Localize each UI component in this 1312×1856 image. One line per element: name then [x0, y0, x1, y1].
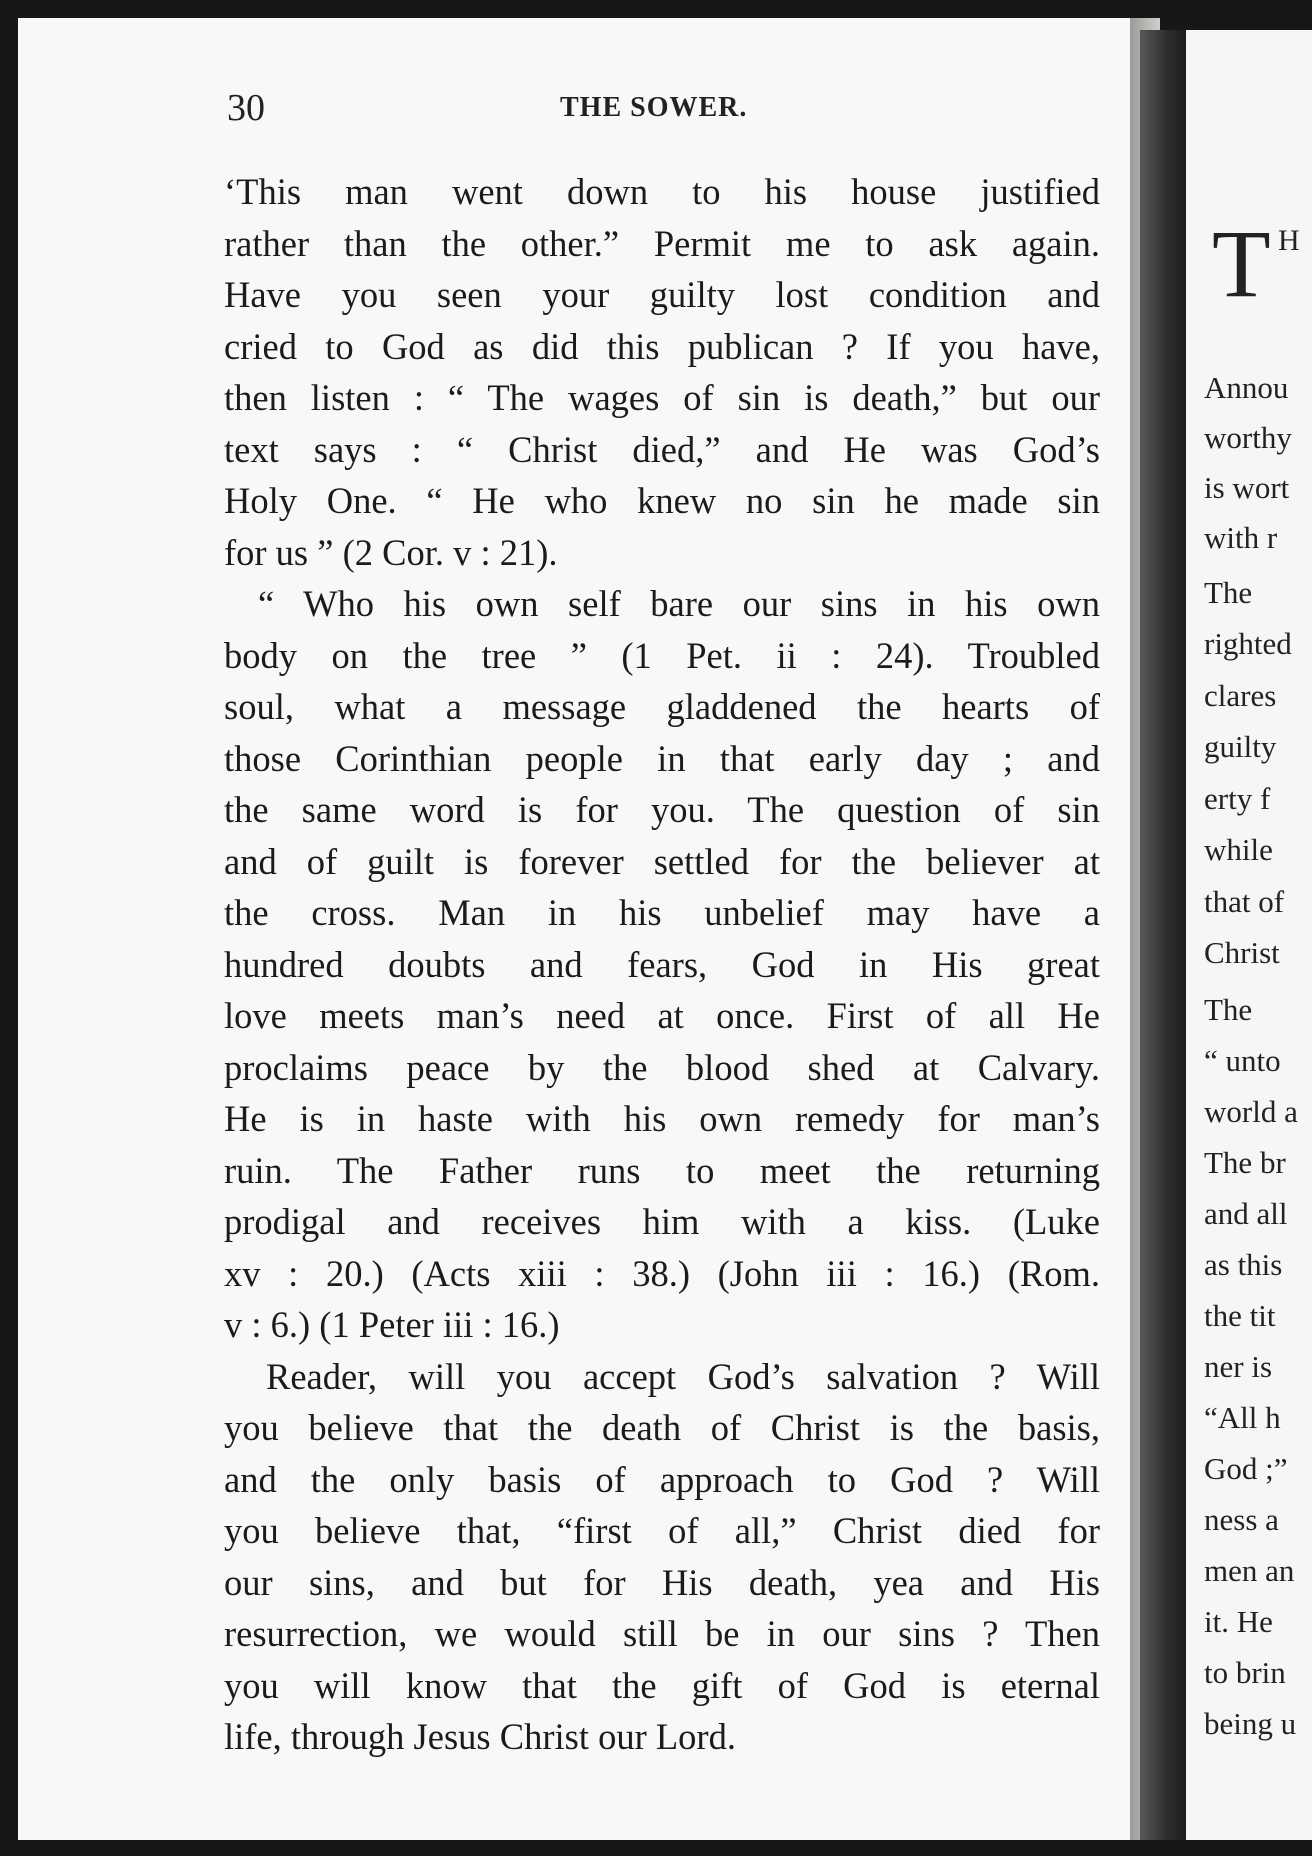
right-page-line: The — [1204, 992, 1253, 1027]
text-line: rather than the other.” Permit me to ask again. — [224, 222, 1100, 264]
right-page-line: is wort — [1204, 470, 1290, 505]
right-page-line: that of — [1204, 884, 1285, 919]
right-page-line: with r — [1204, 520, 1278, 555]
right-page-line: God ;” — [1204, 1451, 1288, 1486]
text-line: proclaims peace by the blood shed at Calvary. — [224, 1046, 1100, 1088]
text-line: body on the tree ” (1 Pet. ii : 24). Troubled — [224, 634, 1100, 676]
text-line: prodigal and receives him with a kiss. (Luke — [224, 1201, 1100, 1242]
text-line: resurrection, we would still be in our sins ? Then — [224, 1613, 1100, 1654]
page-number: 30 — [227, 87, 265, 129]
right-page-line: Christ — [1204, 935, 1280, 970]
right-page-line: clares — [1204, 678, 1277, 713]
text-line: ruin. The Father runs to meet the returning — [224, 1149, 1100, 1191]
right-page-line: being u — [1204, 1706, 1297, 1741]
right-page-line: men an — [1204, 1553, 1295, 1588]
running-head: THE SOWER. — [560, 92, 748, 123]
text-line: the same word is for you. The question of sin — [224, 789, 1100, 830]
text-line: then listen : “ The wages of sin is death,” but our — [224, 377, 1100, 418]
right-page-line: and all — [1204, 1196, 1288, 1231]
right-page-line: it. He — [1204, 1604, 1273, 1639]
right-page-line: while — [1204, 832, 1273, 867]
text-line: Reader, will you accept God’s salvation ? Will — [266, 1355, 1100, 1397]
text-line: Holy One. “ He who knew no sin he made sin — [224, 480, 1100, 521]
right-page-line: guilty — [1204, 729, 1277, 764]
drop-cap-rest: H — [1278, 224, 1300, 257]
right-page-line: as this — [1204, 1247, 1283, 1282]
text-line: and the only basis of approach to God ? Will — [224, 1458, 1100, 1500]
text-line: He is in haste with his own remedy for man’s — [224, 1098, 1100, 1139]
right-page-line: The — [1204, 575, 1253, 610]
right-page-line: “All h — [1204, 1400, 1281, 1435]
text-line: v : 6.) (1 Peter iii : 16.) — [224, 1304, 560, 1345]
text-line: soul, what a message gladdened the hearts of — [224, 686, 1100, 727]
text-line: you believe that, “first of all,” Christ died for — [224, 1510, 1100, 1551]
book-gutter — [1140, 30, 1186, 1840]
body-text — [224, 166, 1100, 1763]
text-line: cried to God as did this publican ? If you have, — [224, 325, 1100, 367]
right-page-line: The br — [1204, 1145, 1286, 1180]
text-line: xv : 20.) (Acts xiii : 38.) (John iii : 16.) (Rom. — [224, 1252, 1100, 1294]
right-page-line: erty f — [1204, 781, 1271, 816]
right-page-line: ner is — [1204, 1349, 1273, 1384]
right-page-line: to brin — [1204, 1655, 1286, 1690]
text-line: “ Who his own self bare our sins in his own — [258, 583, 1100, 624]
text-line: for us ” (2 Cor. v : 21). — [224, 531, 558, 573]
right-page-line: righted — [1204, 626, 1292, 661]
right-page — [1186, 30, 1312, 1840]
text-line: the cross. Man in his unbelief may have a — [224, 892, 1100, 933]
text-line: our sins, and but for His death, yea and His — [224, 1561, 1100, 1603]
right-page-line: “ unto — [1204, 1043, 1281, 1078]
text-line: ‘This man went down to his house justified — [224, 171, 1100, 212]
text-line: you believe that the death of Christ is the basis, — [224, 1407, 1100, 1448]
right-page-line: the tit — [1204, 1298, 1276, 1333]
text-line: hundred doubts and fears, God in His great — [224, 943, 1100, 985]
right-page-line: ness a — [1204, 1502, 1279, 1537]
drop-cap: T — [1212, 210, 1271, 317]
right-page-line: world a — [1204, 1094, 1298, 1129]
text-line: those Corinthian people in that early day ; and — [224, 737, 1100, 779]
right-page-line: worthy — [1204, 420, 1292, 455]
right-page-line: Annou — [1204, 370, 1289, 405]
text-line: life, through Jesus Christ our Lord. — [224, 1716, 736, 1757]
text-line: Have you seen your guilty lost condition and — [224, 274, 1100, 315]
text-line: and of guilt is forever settled for the believer at — [224, 840, 1100, 882]
text-line: love meets man’s need at once. First of all He — [224, 995, 1100, 1036]
text-line: text says : “ Christ died,” and He was God’s — [224, 428, 1100, 470]
text-line: you will know that the gift of God is eternal — [224, 1664, 1100, 1706]
